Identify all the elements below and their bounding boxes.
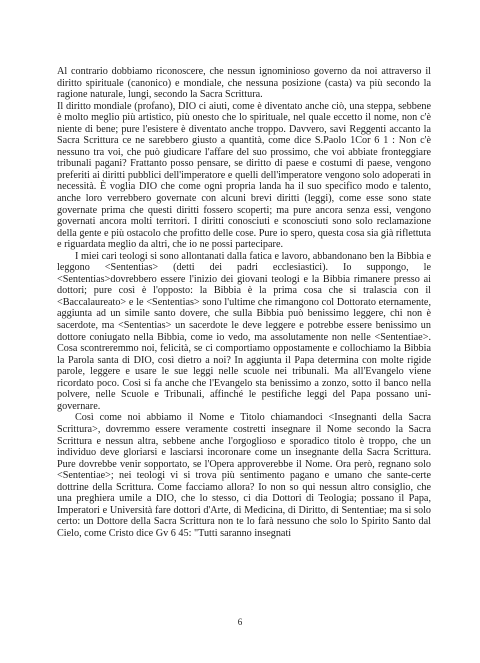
paragraph-2: Il diritto mondiale (profano), DIO ci aiuti, come è diventato anche ciò, una steppa, sebbene è molto meglio più artistico, più onesto che lo spirituale, nel quale eccetto il nome, non c'è niente di bene; pure l'esistere è diventato anche troppo. Davvero, savi Reggenti accanto la Sacra Scrittura ce ne sarebbero giusto a quantità, come dice S.Paolo 1Cor 6 1 : Non c'è nessuno tra voi, che può giudicare l'affare del suo prossimo, che voi abbiate fronteggiare tribunali pagani? Frattanto posso pensare, se diritto di paese e costumi di paese, vengono preferiti ai diritti pubblici dell'imperatore e quelli dell'imperatore vengono solo adoperati in necessità. È voglia DIO che come ogni propria landa ha il suo specifico modo e talento, anche loro verrebbero governate con alcuni brevi diritti (leggi), come esse sono state governate prima che questi diritti fossero scoperti; ma pure ancora senza essi, vengono governati ancora molti territori. I diritti conosciuti e sconosciuti sono solo reclamazione della gente e più ostacolo che profitto delle cose. Pure io spero, questa cosa sia già riflettuta e riguardata meglio da altri, che io ne possi partecipare. <box>57 100 431 251</box>
page-number: 6 <box>237 617 243 627</box>
paragraph-3: I miei cari teologi si sono allontanati dalla fatica e lavoro, abbandonano ben la Bibbia e leggono <Sententias> (detti dei padri ecclesiastici). Io suppongo, le <Sententias>dovrebbero essere l'inizio dei giovani teologi e la Bibbia rimanere presso ai dottori; pure così è l'opposto: la Bibbia è la prima cosa che si tralascia con il <Baccalaureato> e le <Sententias> sono l'ultime che rimangono col Dottorato eternamente, aggiunta ad un simile santo dovere, che sulla Bibbia può benissimo leggere, chi non è sacerdote, ma <Sententias> un sacerdote le deve leggere e potrebbe essere benissimo un dottore coniugato nella Bibbia, come io vedo, ma assolutamente non nelle <Sententiae>. Cosa scontreremmo noi, felicità, se ci comportiamo oppostamente e collochiamo la Bibbia la Parola santa di DIO, così dietro a noi? In aggiunta il Papa determina con molte rigide parole, leggere e usare le sue leggi nelle scuole nei tribunali. Ma all'Evangelo viene ricordato poco. Così si fa anche che l'Evangelo sta benissimo a zonzo, sotto il banco nella polvere, nelle Scuole e Tribunali, affinché le pestifiche leggi del Papa possano uni-governare. <box>57 250 431 412</box>
paragraph-1: Al contrario dobbiamo riconoscere, che nessun ignominioso governo da noi attraverso il diritto spirituale (canonico) e mondiale, che nessuna posizione (casta) va più secondo la ragione naturale, lungi, secondo la Sacra Scrittura. <box>57 66 431 101</box>
paragraph-4: Così come noi abbiamo il Nome e Titolo chiamandoci <Insegnanti della Sacra Scrittura>, dovremmo essere veramente costretti insegnare il Nome secondo la Sacra Scrittura e nessun altra, sebbene anche l'orgoglioso e sporadico titolo è troppo, che un individuo deve gloriarsi e lasciarsi incoronare come un insegnante della Sacra Scrittura. Pure dovrebbe venir sopportato, se l'Opera approverebbe il Nome. Ora però, regnano solo <Sententiae>; nei teologi vi si trova più sentimento pagano e umano che sante-certe dottrine della Scrittura. Come facciamo allora? Io non so qui nessun altro consiglio, che una preghiera umile a DIO, che lo stesso, ci dia Dottori di Teologia; possano il Papa, Imperatori e Università fare dottori d'Arte, di Medicina, di Diritto, di Sententiae; ma si solo certo: un Dottore della Sacra Scrittura non te lo farà nessuno che solo lo Spirito Santo dal Cielo, come Cristo dice Gv 6 45: "Tutti saranno insegnati <box>57 412 431 539</box>
page-body <box>57 66 431 539</box>
